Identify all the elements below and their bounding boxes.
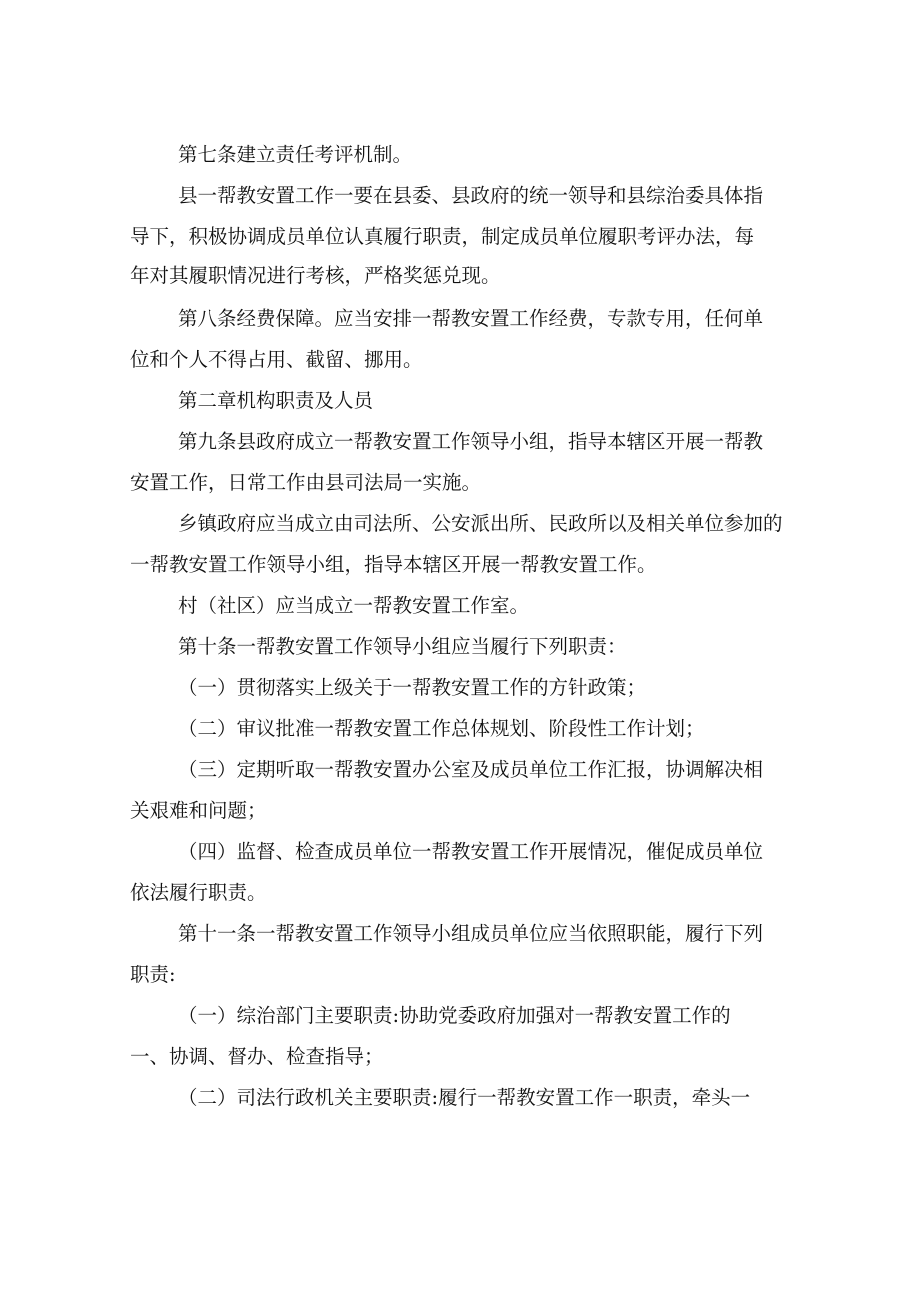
paragraph-line: 职责: [130,963,176,986]
list-item: （四）监督、检查成员单位一帮教安置工作开展情况，催促成员单位 [178,840,764,863]
list-item: （三）定期听取一帮教安置办公室及成员单位工作汇报，协调解决相 [178,758,764,781]
list-item: （二）司法行政机关主要职责:履行一帮教安置工作一职责，牵头一 [178,1086,751,1109]
paragraph-line: 乡镇政府应当成立由司法所、公安派出所、民政所以及相关单位参加的 [178,512,783,535]
paragraph-line: 关艰难和问题； [130,799,267,822]
article-10-line: 第十条一帮教安置工作领导小组应当履行下列职责： [178,635,627,658]
paragraph-line: 村（社区）应当成立一帮教安置工作室。 [178,594,530,617]
paragraph-line: 导下，积极协调成员单位认真履行职责，制定成员单位履职考评办法，每 [130,225,755,248]
paragraph-line: 县一帮教安置工作一要在县委、县政府的统一领导和县综治委具体指 [178,184,764,207]
paragraph-line: 安置工作，日常工作由县司法局一实施。 [130,471,482,494]
paragraph-line: 一帮教安置工作领导小组，指导本辖区开展一帮教安置工作。 [130,553,657,576]
list-item: （一）综治部门主要职责:协助党委政府加强对一帮教安置工作的 [178,1004,731,1027]
paragraph-line: 年对其履职情况进行考核，严格奖惩兑现。 [130,264,501,287]
article-9-line: 第九条县政府成立一帮教安置工作领导小组，指导本辖区开展一帮教 [178,430,764,453]
list-item: （二）审议批准一帮教安置工作总体规划、阶段性工作计划； [178,717,705,740]
paragraph-line: 一、协调、督办、检查指导； [130,1045,384,1068]
chapter-2-heading: 第二章机构职责及人员 [178,389,374,412]
article-8-line: 第八条经费保障。应当安排一帮教安置工作经费，专款专用，任何单 [178,307,764,330]
paragraph-line: 依法履行职责。 [130,881,267,904]
list-item: （一）贯彻落实上级关于一帮教安置工作的方针政策； [178,676,647,699]
paragraph-line: 位和个人不得占用、截留、挪用。 [130,348,423,371]
article-7-heading: 第七条建立责任考评机制。 [178,143,413,166]
article-11-line: 第十一条一帮教安置工作领导小组成员单位应当依照职能，履行下列 [178,922,764,945]
